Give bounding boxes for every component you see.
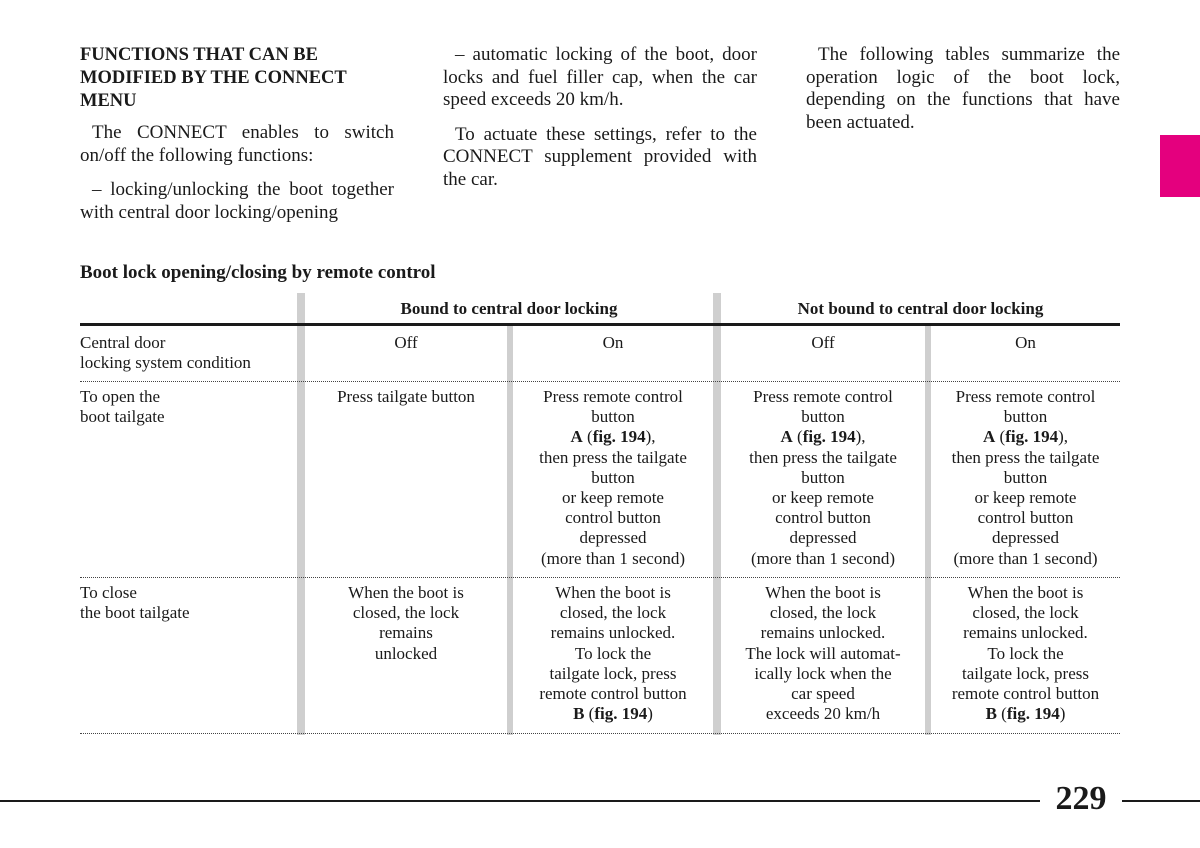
table-cell: Press remote control button A (fig. 194), then press the tailgate button or keep remote control button depressed (more than 1 second)	[951, 387, 1100, 568]
table-cell: When the boot is closed, the lock remains unlocked. The lock will automat- ically lock when the car speed exceeds 20 km/h	[745, 583, 901, 724]
tables-summary-paragraph: The following tables summarize the operation logic of the boot lock, depending on the functions that have been actuated.	[806, 44, 1120, 133]
footer-rule-right	[1122, 800, 1200, 802]
boot-lock-table	[80, 293, 1120, 735]
footer-rule-left	[0, 800, 1040, 802]
column-3	[806, 44, 1120, 146]
table-cell: On	[1015, 333, 1036, 352]
row-separator	[80, 577, 1120, 578]
intro-paragraph: The CONNECT enables to switch on/off the following functions:	[80, 122, 394, 166]
column-divider	[713, 293, 721, 735]
group-header-bound: Bound to central door locking	[400, 299, 618, 318]
table-cell: When the boot is closed, the lock remains unlocked. To lock the tailgate lock, press remote control button B (fig. 194)	[951, 583, 1100, 724]
row-label-condition: Central door locking system condition	[80, 333, 251, 373]
table-cell: Off	[811, 333, 835, 352]
table-cell: On	[602, 333, 624, 352]
table-cell: Press remote control button A (fig. 194), then press the tailgate button or keep remote control button depressed (more than 1 second)	[749, 387, 897, 568]
table-cell: When the boot is closed, the lock remains unlocked	[348, 583, 464, 663]
function-item-2: – automatic locking of the boot, door locks and fuel filler cap, when the car speed exceeds 20 km/h.	[443, 44, 757, 110]
table-title: Boot lock opening/closing by remote control	[80, 262, 436, 283]
section-tab-marker	[1160, 135, 1200, 197]
table-cell: Off	[394, 333, 418, 352]
section-heading: FUNCTIONS THAT CAN BE MODIFIED BY THE CONNECT MENU	[80, 45, 347, 111]
table-cell: Press remote control button A (fig. 194), then press the tailgate button or keep remote control button depressed (more than 1 second)	[539, 387, 687, 568]
table-bottom-rule	[80, 733, 1120, 734]
table-cell: Press tailgate button	[337, 387, 475, 406]
column-1	[80, 44, 394, 236]
row-label-open: To open the boot tailgate	[80, 387, 165, 427]
connect-reference-paragraph: To actuate these settings, refer to the CONNECT supplement provided with the car.	[443, 123, 757, 190]
column-divider	[297, 293, 305, 735]
page-number: 229	[1055, 780, 1107, 817]
function-item-1: – locking/unlocking the boot together with central door locking/opening	[80, 179, 394, 223]
group-header-not-bound: Not bound to central door locking	[797, 299, 1044, 318]
header-rule	[80, 323, 1120, 326]
row-separator	[80, 381, 1120, 382]
column-2	[443, 44, 757, 203]
table-cell: When the boot is closed, the lock remains unlocked. To lock the tailgate lock, press remote control button B (fig. 194)	[539, 583, 687, 724]
row-label-close: To close the boot tailgate	[80, 583, 190, 623]
